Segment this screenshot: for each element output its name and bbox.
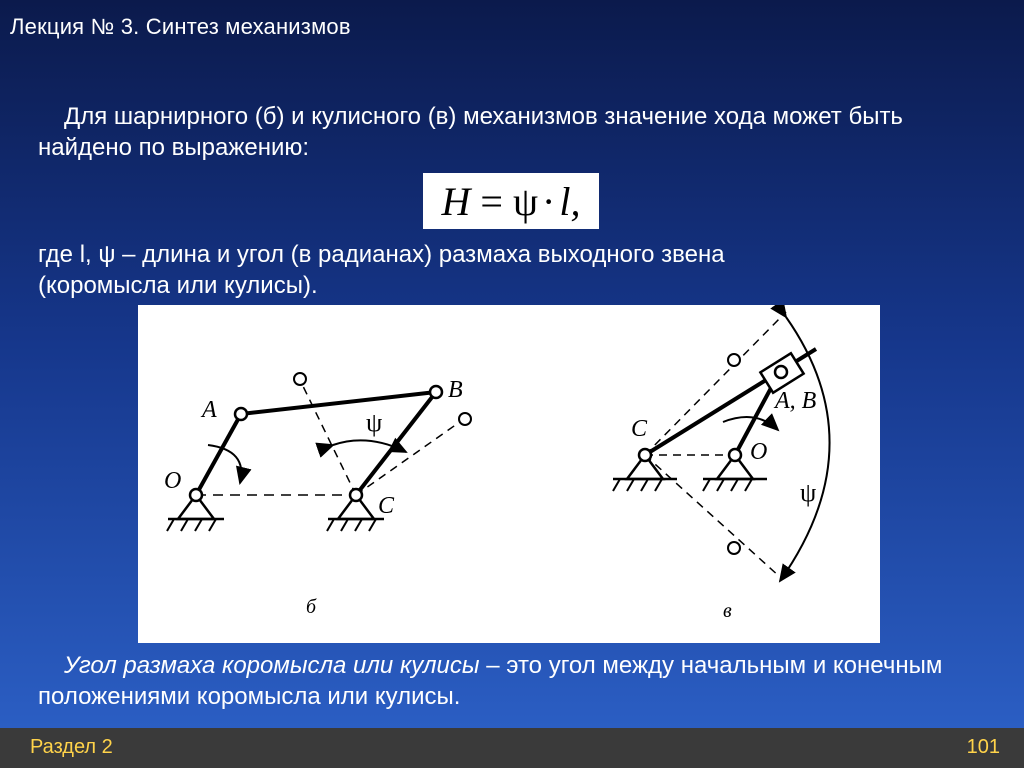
mechanism-diagram [138,305,880,643]
joint-B-extreme-2 [459,413,471,425]
caption-b: б [306,596,317,618]
paragraph-intro [38,101,998,163]
hinged-mechanism [164,373,471,618]
link-extreme-2 [645,455,780,577]
label-O-v: O [750,439,768,465]
link-extreme-1 [645,312,786,455]
joint-C-b [350,489,362,501]
paragraph-definition: где l, ψ – длина и угол (в радианах) размаха выходного звена (коромысла или кулисы). [38,241,725,299]
formula-psi: ψ [512,178,539,224]
joint-B [430,386,442,398]
joint-AB-extreme-2 [728,542,740,554]
mechanism-figure [138,305,880,643]
formula-dot: · [542,178,556,224]
label-C-v: C [631,416,648,442]
joint-B-extreme-1 [294,373,306,385]
joint-O-v [729,449,741,461]
paragraph-conclusion [38,650,998,712]
label-B: B [448,377,463,403]
formula-box [423,173,599,229]
caption-v: в [723,600,732,622]
joint-C-v [639,449,651,461]
label-AB: A, B [775,388,817,414]
label-O-b: O [164,468,182,494]
footer-page-number: 101 [966,736,1000,758]
slotted-mechanism [613,312,830,622]
conclusion-italic: Угол размаха коромысла или кулисы [64,652,480,679]
rocker-extreme-1 [300,380,356,495]
joint-AB [775,366,787,378]
formula-lhs: H [441,178,471,224]
label-A: A [202,397,217,423]
joint-O-b [190,489,202,501]
coupler-AB [241,392,436,414]
paragraph-intro-text: Для шарнирного (б) и кулисного (в) механизмов значение хода может быть найдено по выражению: [38,103,903,161]
formula-equals: = [480,178,503,224]
formula-rhs: l, [559,178,581,224]
joint-A [235,408,247,420]
label-psi-b: ψ [366,408,383,437]
joint-AB-extreme-1 [728,354,740,366]
conclusion-rest: – это угол между начальным и конечным положениями коромысла или кулисы. [38,652,943,710]
footer-bar [0,728,1024,768]
slide-title: Лекция № 3. Синтез механизмов [10,14,351,39]
label-C-b: C [378,493,395,519]
footer-section: Раздел 2 [30,736,113,758]
label-psi-v: ψ [800,478,817,507]
